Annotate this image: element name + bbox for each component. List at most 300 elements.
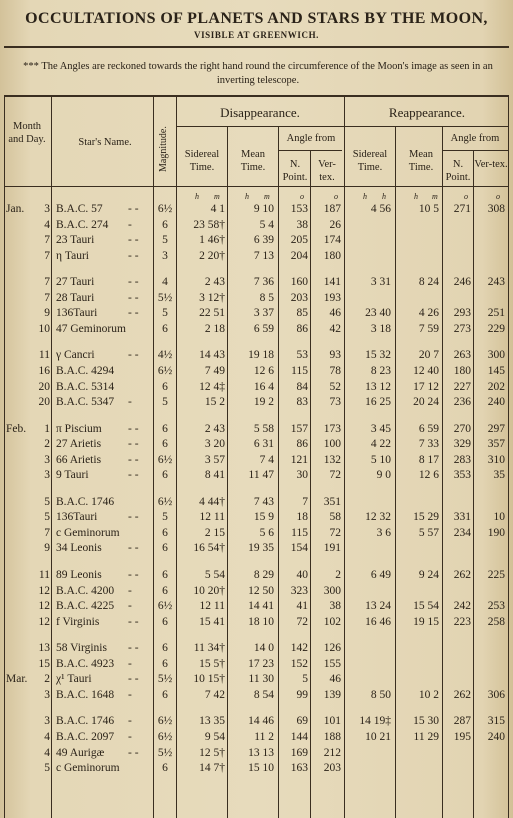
column-rule xyxy=(442,126,443,818)
re-mean-time: 7 59 xyxy=(418,322,439,335)
re-sidereal-time: 14 19‡ xyxy=(359,715,391,728)
dis-mean-time: 6 59 xyxy=(253,322,274,335)
day-number: 9 xyxy=(44,307,50,320)
dis-angle-npoint: 205 xyxy=(290,234,308,247)
re-sidereal-time: 4 56 xyxy=(370,203,391,215)
magnitude-value: 6½ xyxy=(157,715,173,728)
dis-sidereal-time: 15 41 xyxy=(199,615,225,628)
dis-angle-npoint: 53 xyxy=(296,349,308,362)
star-name: 27 Tauri xyxy=(56,276,95,289)
day-number: 5 xyxy=(44,762,50,775)
re-angle-npoint: 293 xyxy=(453,307,471,320)
star-name: B.A.C. 2097 xyxy=(56,730,115,743)
dis-angle-npoint: 84 xyxy=(296,380,308,393)
re-angle-vertex: 306 xyxy=(487,688,505,701)
dis-angle-npoint: 153 xyxy=(290,203,308,215)
day-number: 20 xyxy=(38,396,50,409)
re-angle-npoint: 236 xyxy=(453,396,471,409)
dis-angle-vertex: 126 xyxy=(323,642,341,655)
leader-dots: - - xyxy=(128,453,139,466)
leader-dots: - - xyxy=(128,673,139,686)
re-sidereal-time: 13 24 xyxy=(365,600,391,613)
dis-mean-time: 7 43 xyxy=(253,495,274,508)
dis-sidereal-time: 12 11 xyxy=(199,511,225,524)
dis-mean-time: 15 9 xyxy=(253,511,274,524)
magnitude-value: 6 xyxy=(162,657,168,670)
star-name: c Geminorum xyxy=(56,762,120,775)
dis-sidereal-time: 22 51 xyxy=(199,307,225,320)
magnitude-value: 6 xyxy=(162,380,168,393)
header-reappearance: Reappearance. xyxy=(388,105,466,120)
unit-degrees: o xyxy=(464,192,468,201)
dis-angle-vertex: 300 xyxy=(323,584,341,597)
header-d-angle: Angle from xyxy=(286,133,336,144)
dis-angle-vertex: 78 xyxy=(329,364,341,377)
day-number: 11 xyxy=(38,569,50,581)
dis-angle-npoint: 157 xyxy=(290,422,308,435)
day-number: 3 xyxy=(44,453,50,466)
re-angle-npoint: 262 xyxy=(453,569,471,581)
magnitude-value: 6 xyxy=(162,438,168,451)
magnitude-value: 6½ xyxy=(157,364,173,377)
magnitude-value: 6 xyxy=(162,642,168,655)
column-rule xyxy=(176,96,177,818)
dis-sidereal-time: 1 46† xyxy=(199,234,225,247)
re-angle-vertex: 190 xyxy=(487,526,505,539)
header-r-mean: Mean Time. xyxy=(408,149,434,173)
month-label: Mar. xyxy=(6,673,28,686)
day-number: 7 xyxy=(44,234,50,247)
leader-dots: - xyxy=(128,715,132,728)
dis-sidereal-time: 15 2 xyxy=(204,396,225,409)
header-r-sidereal: Sidereal Time. xyxy=(352,149,388,173)
re-angle-vertex: 145 xyxy=(487,364,505,377)
re-mean-time: 15 54 xyxy=(413,600,439,613)
dis-angle-vertex: 42 xyxy=(329,322,341,335)
re-mean-time: 6 59 xyxy=(418,422,439,435)
dis-angle-npoint: 41 xyxy=(296,600,308,613)
day-number: 3 xyxy=(44,469,50,482)
dis-angle-npoint: 5 xyxy=(302,673,308,686)
star-name: B.A.C. 274 xyxy=(56,218,109,231)
day-number: 16 xyxy=(38,364,50,377)
re-angle-vertex: 202 xyxy=(487,380,505,393)
dis-mean-time: 11 2 xyxy=(254,730,274,743)
re-angle-vertex: 240 xyxy=(487,730,505,743)
star-name: B.A.C. 4923 xyxy=(56,657,115,670)
star-name: η Tauri xyxy=(56,249,89,262)
dis-angle-vertex: 100 xyxy=(323,438,341,451)
day-number: 4 xyxy=(44,730,50,743)
re-angle-npoint: 234 xyxy=(453,526,471,539)
day-number: 12 xyxy=(38,600,50,613)
magnitude-value: 6½ xyxy=(157,730,173,743)
dis-angle-npoint: 83 xyxy=(296,396,308,409)
leader-dots: - xyxy=(128,396,132,409)
magnitude-value: 5½ xyxy=(157,291,173,304)
leader-dots: - - xyxy=(128,249,139,262)
re-angle-npoint: 270 xyxy=(453,422,471,435)
header-magnitude: Magnitude. xyxy=(158,126,169,172)
dis-mean-time: 19 2 xyxy=(253,396,274,409)
day-number: 5 xyxy=(44,495,50,508)
dis-mean-time: 19 18 xyxy=(248,349,274,362)
star-name: B.A.C. 4225 xyxy=(56,600,115,613)
re-mean-time: 19 15 xyxy=(413,615,439,628)
magnitude-value: 4 xyxy=(162,276,168,289)
leader-dots: - xyxy=(128,218,132,231)
day-number: 7 xyxy=(44,276,50,289)
leader-dots: - - xyxy=(128,203,139,215)
column-rule xyxy=(473,150,474,818)
leader-dots: - - xyxy=(128,349,139,362)
re-angle-npoint: 273 xyxy=(453,322,471,335)
column-rule xyxy=(51,96,52,818)
re-angle-npoint: 242 xyxy=(453,600,471,613)
re-mean-time: 12 40 xyxy=(413,364,439,377)
day-number: 9 xyxy=(44,542,50,555)
day-number: 2 xyxy=(44,673,50,686)
dis-angle-vertex: 141 xyxy=(323,276,341,289)
re-angle-npoint: 180 xyxy=(453,364,471,377)
header-rule xyxy=(442,150,508,151)
unit-minutes: m xyxy=(264,192,270,201)
dis-angle-npoint: 154 xyxy=(290,542,308,555)
leader-dots: - - xyxy=(128,511,139,524)
day-number: 15 xyxy=(38,657,50,670)
dis-angle-npoint: 86 xyxy=(296,322,308,335)
column-rule xyxy=(4,96,5,818)
dis-sidereal-time: 3 12† xyxy=(199,291,225,304)
dis-mean-time: 12 50 xyxy=(248,584,274,597)
magnitude-value: 6 xyxy=(162,762,168,775)
dis-angle-vertex: 72 xyxy=(329,469,341,482)
re-angle-vertex: 357 xyxy=(487,438,505,451)
dis-mean-time: 7 36 xyxy=(253,276,274,289)
dis-angle-npoint: 38 xyxy=(296,218,308,231)
magnitude-value: 6 xyxy=(162,526,168,539)
page-title: OCCULTATIONS OF PLANETS AND STARS BY THE MOON, xyxy=(25,10,488,27)
dis-sidereal-time: 14 7† xyxy=(199,762,225,775)
day-number: 1 xyxy=(44,422,50,435)
star-name: χ¹ Tauri xyxy=(56,673,92,686)
re-angle-vertex: 253 xyxy=(487,600,505,613)
star-name: B.A.C. 57 xyxy=(56,203,103,215)
dis-sidereal-time: 2 20† xyxy=(199,249,225,262)
leader-dots: - xyxy=(128,584,132,597)
dis-mean-time: 8 54 xyxy=(253,688,274,701)
magnitude-value: 3 xyxy=(162,249,168,262)
dis-angle-vertex: 73 xyxy=(329,396,341,409)
dis-angle-vertex: 93 xyxy=(329,349,341,362)
dis-angle-vertex: 173 xyxy=(323,422,341,435)
re-mean-time: 12 6 xyxy=(418,469,439,482)
re-angle-vertex: 315 xyxy=(487,715,505,728)
day-number: 13 xyxy=(38,642,50,655)
column-rule xyxy=(508,96,509,818)
dis-sidereal-time: 2 43 xyxy=(204,422,225,435)
dis-angle-npoint: 99 xyxy=(296,688,308,701)
dis-angle-npoint: 121 xyxy=(290,453,308,466)
day-number: 3 xyxy=(44,715,50,728)
unit-minutes: m xyxy=(432,192,438,201)
star-name: B.A.C. 1746 xyxy=(56,495,115,508)
unit-minutes: m xyxy=(214,192,220,201)
day-number: 3 xyxy=(44,688,50,701)
re-angle-vertex: 300 xyxy=(487,349,505,362)
re-angle-npoint: 262 xyxy=(453,688,471,701)
star-name: 136Tauri xyxy=(56,307,98,320)
dis-angle-npoint: 160 xyxy=(290,276,308,289)
magnitude-value: 6½ xyxy=(157,453,173,466)
header-month-day: Month and Day. xyxy=(8,121,46,145)
day-number: 12 xyxy=(38,584,50,597)
dis-angle-npoint: 203 xyxy=(290,291,308,304)
re-mean-time: 15 29 xyxy=(413,511,439,524)
unit-degrees: o xyxy=(300,192,304,201)
star-name: B.A.C. 4200 xyxy=(56,584,115,597)
star-name: 27 Arietis xyxy=(56,438,102,451)
dis-angle-npoint: 144 xyxy=(290,730,308,743)
header-d-sidereal: Sidereal Time. xyxy=(184,149,220,173)
re-angle-npoint: 329 xyxy=(453,438,471,451)
leader-dots: - - xyxy=(128,746,139,759)
dis-sidereal-time: 7 42 xyxy=(204,688,225,701)
dis-sidereal-time: 7 49 xyxy=(204,364,225,377)
dis-mean-time: 18 10 xyxy=(248,615,274,628)
re-sidereal-time: 16 46 xyxy=(365,615,391,628)
dis-angle-vertex: 58 xyxy=(329,511,341,524)
column-rule xyxy=(278,126,279,818)
dis-sidereal-time: 5 54 xyxy=(204,569,225,581)
dis-angle-vertex: 188 xyxy=(323,730,341,743)
unit-hours: h xyxy=(414,192,418,201)
dis-sidereal-time: 4 1 xyxy=(210,203,225,215)
re-angle-npoint: 287 xyxy=(453,715,471,728)
re-sidereal-time: 8 23 xyxy=(370,364,391,377)
dis-mean-time: 12 6 xyxy=(253,364,274,377)
re-sidereal-time: 9 0 xyxy=(376,469,391,482)
magnitude-value: 4½ xyxy=(157,349,173,362)
dis-mean-time: 14 0 xyxy=(253,642,274,655)
dis-sidereal-time: 13 35 xyxy=(199,715,225,728)
star-name: B.A.C. 1648 xyxy=(56,688,115,701)
leader-dots: - - xyxy=(128,469,139,482)
header-d-mean: Mean Time. xyxy=(240,149,266,173)
re-angle-npoint: 227 xyxy=(453,380,471,393)
dis-angle-vertex: 26 xyxy=(329,218,341,231)
angle-note: *** The Angles are reckoned towards the right hand round the circumference of the Moon's image as seen in an inverting telescope. xyxy=(23,61,493,86)
page-subtitle: VISIBLE AT GREENWICH. xyxy=(193,30,320,40)
dis-sidereal-time: 12 5† xyxy=(199,746,225,759)
re-angle-vertex: 258 xyxy=(487,615,505,628)
magnitude-value: 5 xyxy=(162,234,168,247)
star-name: 47 Geminorum xyxy=(56,322,126,335)
dis-angle-vertex: 180 xyxy=(323,249,341,262)
leader-dots: - - xyxy=(128,422,139,435)
star-name: 9 Tauri xyxy=(56,469,89,482)
re-angle-npoint: 263 xyxy=(453,349,471,362)
re-sidereal-time: 6 49 xyxy=(370,569,391,581)
re-angle-vertex: 310 xyxy=(487,453,505,466)
magnitude-value: 6 xyxy=(162,322,168,335)
dis-mean-time: 5 6 xyxy=(259,526,274,539)
column-rule xyxy=(310,150,311,818)
day-number: 2 xyxy=(44,438,50,451)
magnitude-value: 6 xyxy=(162,218,168,231)
dis-mean-time: 6 31 xyxy=(253,438,274,451)
re-angle-npoint: 271 xyxy=(453,203,471,215)
day-number: 4 xyxy=(44,746,50,759)
re-mean-time: 20 7 xyxy=(418,349,439,362)
re-angle-vertex: 225 xyxy=(487,569,505,581)
unit-hours: h xyxy=(382,192,386,201)
dis-sidereal-time: 11 34† xyxy=(193,642,225,655)
day-number: 7 xyxy=(44,526,50,539)
header-star-name: Star's Name. xyxy=(78,137,132,148)
leader-dots: - - xyxy=(128,542,139,555)
unit-hours: h xyxy=(245,192,249,201)
magnitude-value: 6½ xyxy=(157,600,173,613)
magnitude-value: 6 xyxy=(162,584,168,597)
dis-mean-time: 15 10 xyxy=(248,762,274,775)
dis-mean-time: 14 41 xyxy=(248,600,274,613)
dis-angle-vertex: 46 xyxy=(329,307,341,320)
leader-dots: - - xyxy=(128,234,139,247)
re-mean-time: 8 17 xyxy=(418,453,439,466)
re-mean-time: 15 30 xyxy=(413,715,439,728)
table-top-rule xyxy=(4,95,509,97)
dis-angle-npoint: 72 xyxy=(296,615,308,628)
re-sidereal-time: 3 45 xyxy=(370,422,391,435)
dis-angle-npoint: 69 xyxy=(296,715,308,728)
star-name: 58 Virginis xyxy=(56,642,107,655)
header-rule xyxy=(176,126,508,127)
magnitude-value: 6 xyxy=(162,422,168,435)
re-sidereal-time: 13 12 xyxy=(365,380,391,393)
leader-dots: - xyxy=(128,657,132,670)
re-sidereal-time: 3 31 xyxy=(370,276,391,289)
dis-angle-vertex: 187 xyxy=(323,203,341,215)
star-name: B.A.C. 5314 xyxy=(56,380,115,393)
dis-sidereal-time: 4 44† xyxy=(199,495,225,508)
dis-angle-vertex: 102 xyxy=(323,615,341,628)
dis-angle-npoint: 40 xyxy=(296,569,308,581)
magnitude-value: 5 xyxy=(162,396,168,409)
dis-sidereal-time: 10 20† xyxy=(193,584,225,597)
re-angle-vertex: 229 xyxy=(487,322,505,335)
re-mean-time: 5 57 xyxy=(418,526,439,539)
dis-angle-vertex: 193 xyxy=(323,291,341,304)
re-mean-time: 8 24 xyxy=(418,276,439,289)
unit-hours: h xyxy=(195,192,199,201)
dis-angle-npoint: 163 xyxy=(290,762,308,775)
dis-sidereal-time: 3 57 xyxy=(204,453,225,466)
magnitude-value: 6 xyxy=(162,615,168,628)
dis-angle-npoint: 323 xyxy=(290,584,308,597)
dis-mean-time: 11 30 xyxy=(248,673,274,686)
day-number: 12 xyxy=(38,615,50,628)
re-angle-npoint: 246 xyxy=(453,276,471,289)
dis-sidereal-time: 9 54 xyxy=(204,730,225,743)
column-rule xyxy=(395,126,396,818)
re-sidereal-time: 23 40 xyxy=(365,307,391,320)
star-name: 23 Tauri xyxy=(56,234,95,247)
re-angle-vertex: 251 xyxy=(487,307,505,320)
day-number: 7 xyxy=(44,291,50,304)
dis-mean-time: 17 23 xyxy=(248,657,274,670)
dis-angle-npoint: 86 xyxy=(296,438,308,451)
dis-angle-npoint: 85 xyxy=(296,307,308,320)
re-angle-vertex: 297 xyxy=(487,422,505,435)
re-angle-vertex: 240 xyxy=(487,396,505,409)
dis-angle-vertex: 174 xyxy=(323,234,341,247)
header-r-angle: Angle from xyxy=(450,133,500,144)
day-number: 10 xyxy=(38,322,50,335)
re-angle-npoint: 283 xyxy=(453,453,471,466)
magnitude-value: 6 xyxy=(162,569,168,581)
re-angle-vertex: 35 xyxy=(493,469,505,482)
dis-angle-vertex: 101 xyxy=(323,715,341,728)
header-r-npoint: N. Point. xyxy=(445,159,471,183)
magnitude-value: 6½ xyxy=(157,495,173,508)
dis-sidereal-time: 15 5† xyxy=(199,657,225,670)
re-sidereal-time: 3 18 xyxy=(370,322,391,335)
day-number: 7 xyxy=(44,249,50,262)
re-sidereal-time: 10 21 xyxy=(365,730,391,743)
dis-mean-time: 8 29 xyxy=(253,569,274,581)
dis-angle-vertex: 212 xyxy=(323,746,341,759)
star-name: 136Tauri xyxy=(56,511,98,524)
re-angle-vertex: 10 xyxy=(493,511,505,524)
dis-mean-time: 11 47 xyxy=(248,469,274,482)
re-mean-time: 20 24 xyxy=(413,396,439,409)
magnitude-value: 6 xyxy=(162,469,168,482)
dis-angle-npoint: 18 xyxy=(296,511,308,524)
re-mean-time: 11 29 xyxy=(413,730,439,743)
dis-angle-npoint: 30 xyxy=(296,469,308,482)
column-rule xyxy=(227,126,228,818)
dis-mean-time: 3 37 xyxy=(253,307,274,320)
dis-sidereal-time: 10 15† xyxy=(193,673,225,686)
re-sidereal-time: 5 10 xyxy=(370,453,391,466)
day-number: 20 xyxy=(38,380,50,393)
leader-dots: - - xyxy=(128,438,139,451)
dis-angle-vertex: 203 xyxy=(323,762,341,775)
leader-dots: - - xyxy=(128,276,139,289)
dis-mean-time: 13 13 xyxy=(248,746,274,759)
dis-mean-time: 7 4 xyxy=(259,453,274,466)
dis-angle-vertex: 132 xyxy=(323,453,341,466)
star-name: 28 Tauri xyxy=(56,291,95,304)
unit-hours: h xyxy=(363,192,367,201)
re-mean-time: 9 24 xyxy=(418,569,439,581)
dis-angle-vertex: 72 xyxy=(329,526,341,539)
re-angle-npoint: 195 xyxy=(453,730,471,743)
re-sidereal-time: 16 25 xyxy=(365,396,391,409)
dis-mean-time: 8 5 xyxy=(259,291,274,304)
dis-angle-npoint: 204 xyxy=(290,249,308,262)
star-name: 49 Aurigæ xyxy=(56,746,105,759)
title-rule xyxy=(4,46,509,48)
dis-mean-time: 19 35 xyxy=(248,542,274,555)
magnitude-value: 6½ xyxy=(157,203,173,215)
leader-dots: - - xyxy=(128,569,139,581)
leader-dots: - xyxy=(128,600,132,613)
re-mean-time: 17 12 xyxy=(413,380,439,393)
dis-sidereal-time: 2 43 xyxy=(204,276,225,289)
re-mean-time: 10 5 xyxy=(418,203,439,215)
